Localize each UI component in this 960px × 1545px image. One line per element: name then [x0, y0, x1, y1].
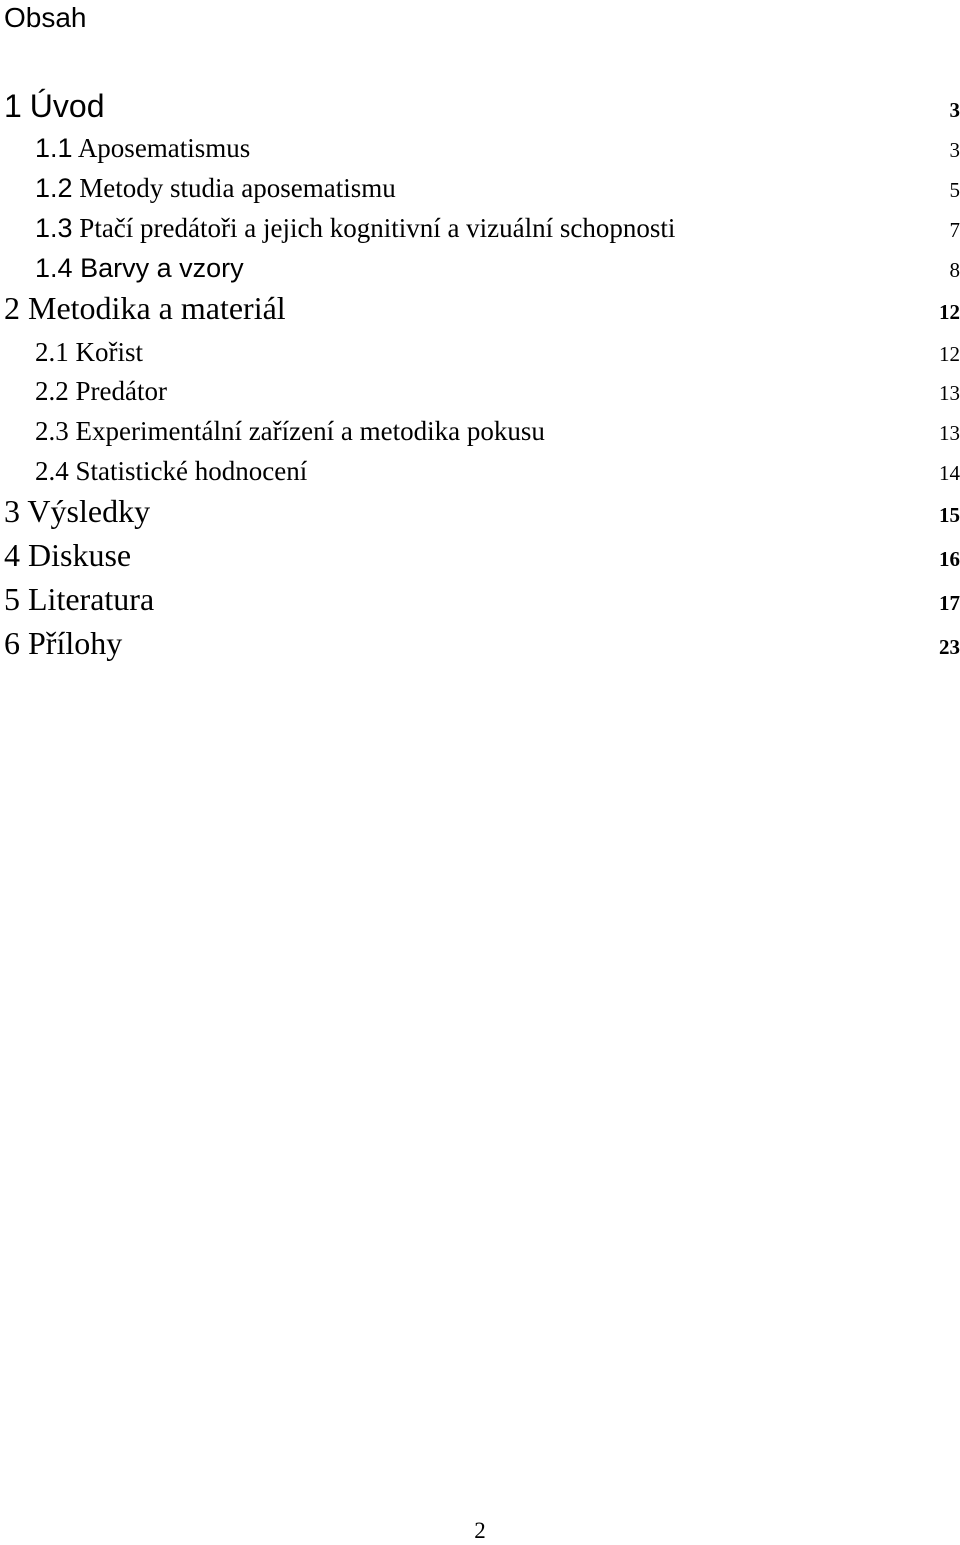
toc-entry-1-2[interactable] [0, 164, 960, 204]
toc-entry-title: Aposematismus [78, 133, 251, 163]
toc-entry-2-1[interactable] [0, 328, 960, 368]
toc-entry-page: 7 [950, 216, 960, 244]
toc-entry-number: 1.1 [35, 133, 73, 163]
toc-entry-label [35, 252, 244, 284]
toc-entry-title: Ptačí predátoři a jejich kognitivní a vizuální schopnosti [79, 213, 675, 243]
toc-entry-title: Statistické hodnocení [76, 456, 308, 486]
toc-entry-number: 1 [4, 88, 22, 124]
toc-entry-page: 13 [939, 379, 960, 407]
toc-entry-page: 23 [939, 633, 960, 661]
toc-entry-number: 4 [4, 537, 20, 573]
toc-entry-label [35, 455, 307, 487]
toc-entry-label [4, 290, 286, 326]
toc-entry-4[interactable] [0, 533, 960, 573]
toc-entry-5[interactable] [0, 577, 960, 617]
toc-entry-label [35, 415, 545, 447]
toc-entry-number: 1.4 [35, 253, 73, 283]
toc-entry-number: 6 [4, 625, 20, 661]
toc-entry-title: Přílohy [28, 625, 122, 661]
toc-entry-label [4, 537, 131, 573]
toc-entry-1-4[interactable] [0, 244, 960, 284]
toc-entry-title: Výsledky [27, 493, 150, 529]
toc-entry-label [35, 375, 167, 407]
toc-entry-label [4, 493, 150, 529]
toc-entry-number: 1.2 [35, 173, 73, 203]
table-of-contents [0, 0, 960, 700]
toc-entry-label [35, 132, 250, 164]
toc-entry-2[interactable] [0, 286, 960, 326]
toc-entry-3[interactable] [0, 489, 960, 529]
toc-entry-page: 16 [939, 545, 960, 573]
toc-entry-2-4[interactable] [0, 447, 960, 487]
toc-entry-number: 3 [4, 493, 20, 529]
toc-entry-number: 2.4 [35, 456, 69, 486]
toc-entry-page: 5 [950, 176, 960, 204]
toc-entry-label [35, 172, 396, 204]
toc-entry-title: Barvy a vzory [80, 253, 244, 283]
toc-entry-2-3[interactable] [0, 407, 960, 447]
toc-entry-number: 5 [4, 581, 20, 617]
toc-entry-number: 1.3 [35, 213, 73, 243]
toc-entry-2-2[interactable] [0, 367, 960, 407]
toc-entry-label [4, 88, 105, 124]
toc-entry-page: 13 [939, 419, 960, 447]
toc-entry-page: 3 [950, 136, 960, 164]
toc-entry-page: 12 [939, 298, 960, 326]
toc-entry-page: 15 [939, 501, 960, 529]
toc-entry-1-1[interactable] [0, 124, 960, 164]
toc-entry-page: 12 [939, 340, 960, 368]
toc-entry-number: 2.3 [35, 416, 69, 446]
toc-entry-label [4, 625, 122, 661]
toc-entry-number: 2 [4, 290, 20, 326]
page-number: 2 [0, 1517, 960, 1545]
toc-entry-title: Literatura [28, 581, 154, 617]
toc-entry-page: 17 [939, 589, 960, 617]
toc-entry-title: Metody studia aposematismu [79, 173, 395, 203]
toc-entry-title: Úvod [30, 88, 105, 124]
page-title: Obsah [4, 0, 87, 36]
toc-entry-6[interactable] [0, 621, 960, 661]
toc-entry-title: Predátor [76, 376, 167, 406]
toc-entry-label [35, 336, 143, 368]
toc-entry-1-3[interactable] [0, 204, 960, 244]
toc-entry-label [4, 581, 154, 617]
toc-entry-1[interactable] [0, 84, 960, 124]
toc-entry-title: Metodika a materiál [28, 290, 286, 326]
toc-entry-title: Experimentální zařízení a metodika pokusu [76, 416, 545, 446]
toc-entry-title: Kořist [76, 337, 144, 367]
toc-entry-title: Diskuse [28, 537, 131, 573]
toc-entry-page: 14 [939, 459, 960, 487]
toc-entry-number: 2.2 [35, 376, 69, 406]
toc-entry-page: 3 [950, 96, 960, 124]
toc-entry-label [35, 212, 675, 244]
toc-entry-number: 2.1 [35, 337, 69, 367]
toc-entry-page: 8 [950, 256, 960, 284]
